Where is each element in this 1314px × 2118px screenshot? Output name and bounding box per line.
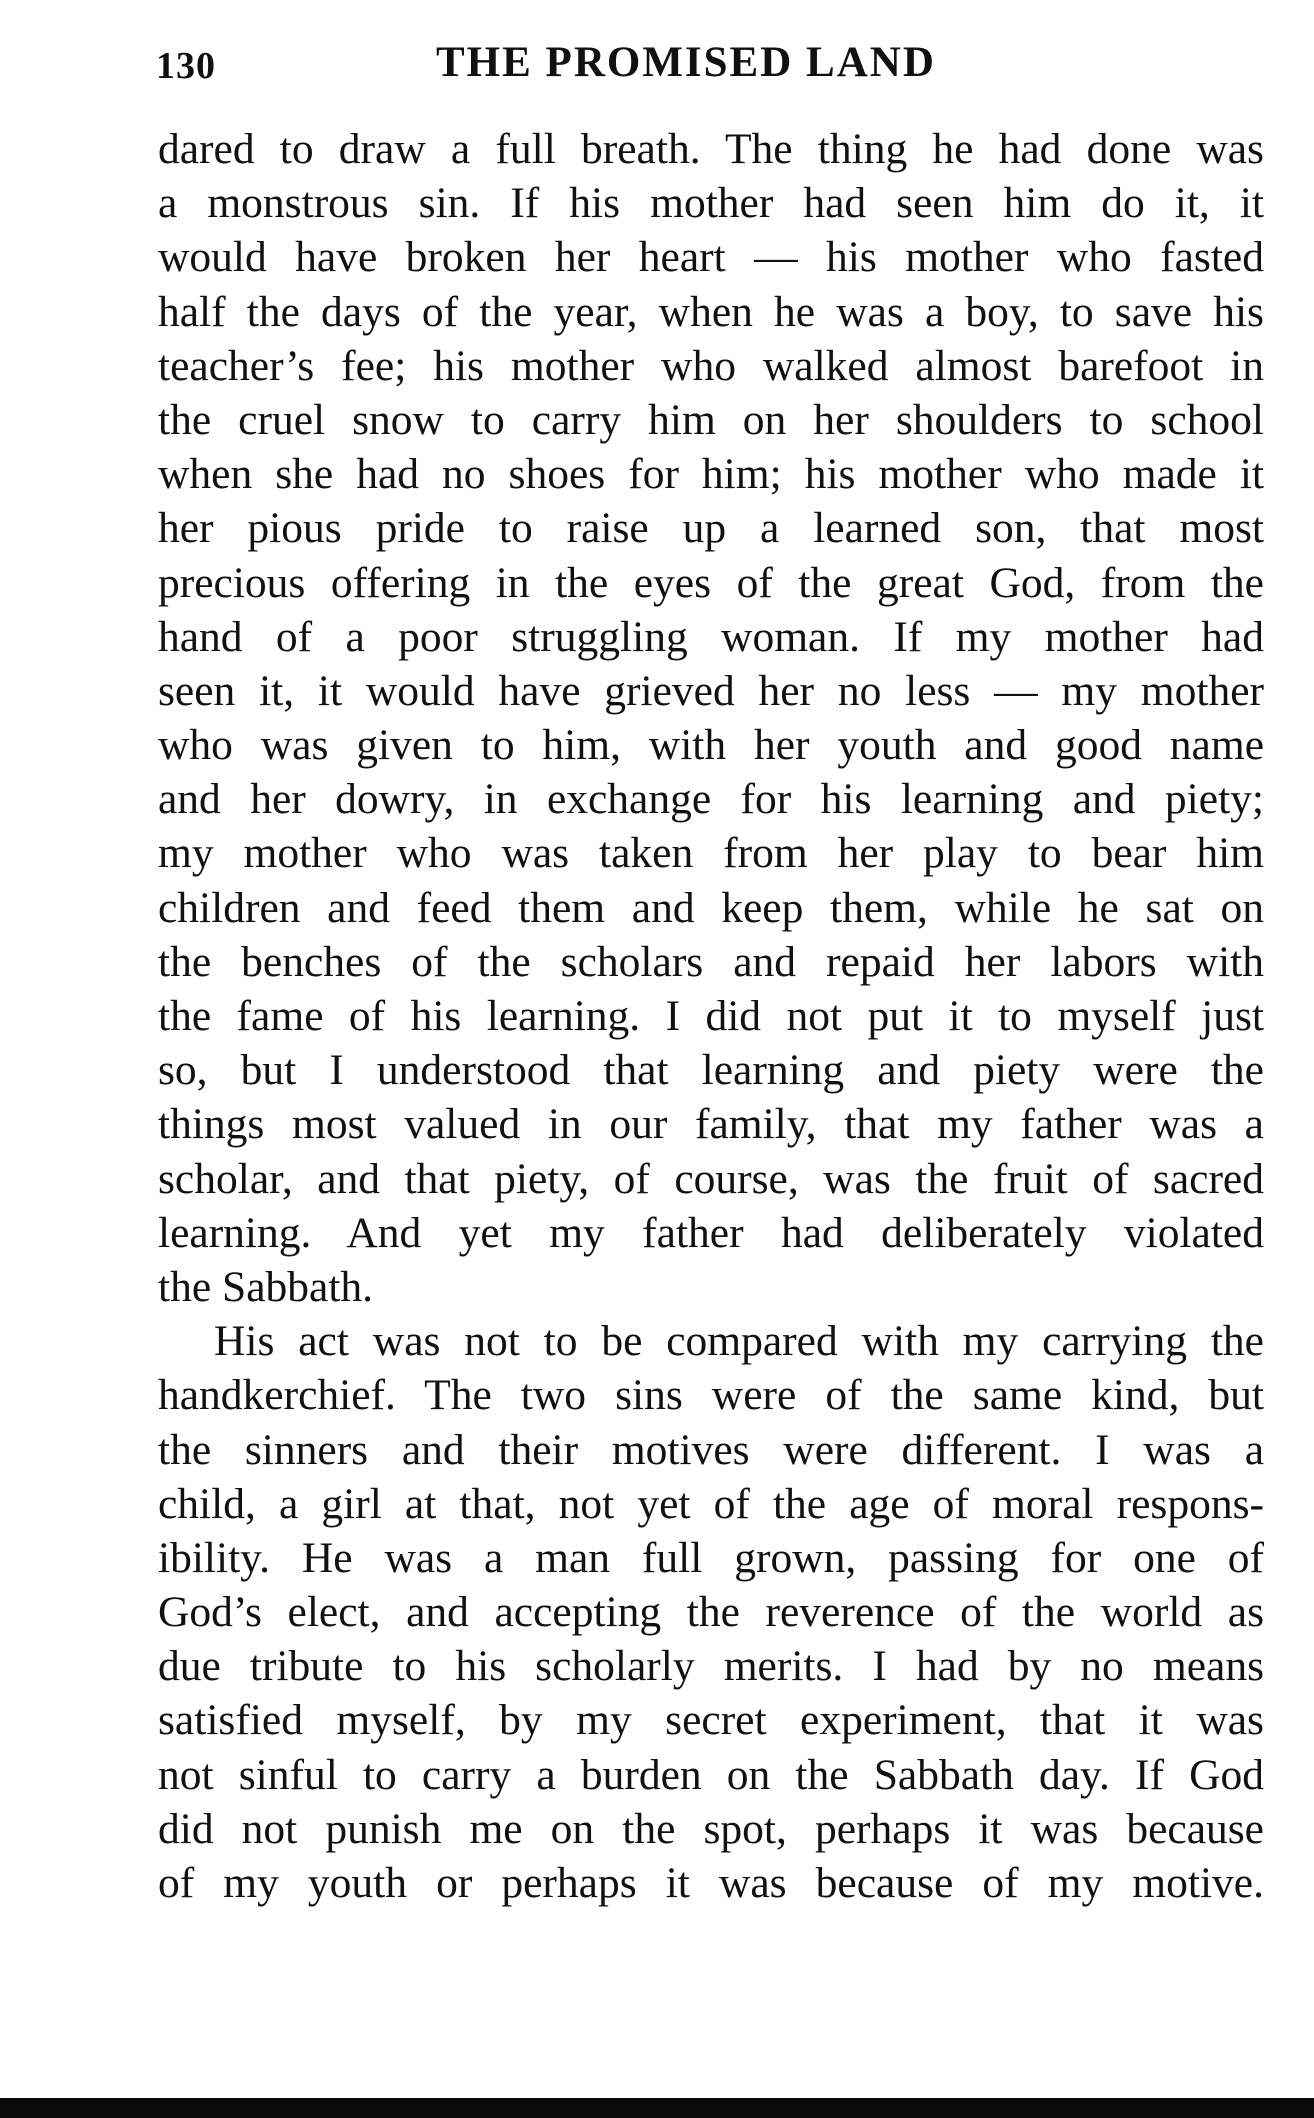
text-line: dared to draw a full breath. The thing he had done was xyxy=(158,125,1264,173)
text-line: would have broken her heart — his mother who fasted xyxy=(158,233,1264,282)
text-line: the fame of his learning. I did not put it to myself just xyxy=(158,992,1264,1040)
text-line: of my youth or perhaps it was because of my motive. xyxy=(158,1859,1264,1907)
text-line: ibility. He was a man full grown, passing for one of xyxy=(158,1533,1264,1582)
text-line: His act was not to be compared with my carrying the xyxy=(214,1317,1264,1366)
text-line: the benches of the scholars and repaid her labors with xyxy=(158,937,1264,986)
scan-bottom-edge xyxy=(0,2098,1314,2118)
paragraph xyxy=(158,1314,1264,1910)
text-line: the cruel snow to carry him on her shoulders to school xyxy=(158,395,1264,444)
text-line: when she had no shoes for him; his mother who made it xyxy=(158,450,1264,499)
text-line: things most valued in our family, that my father was a xyxy=(158,1100,1264,1149)
text-line: and her dowry, in exchange for his learning and piety; xyxy=(158,775,1264,824)
running-head xyxy=(156,38,1266,96)
text-line: not sinful to carry a burden on the Sabbath day. If God xyxy=(158,1750,1264,1799)
text-line: satisfied myself, by my secret experiment, that it was xyxy=(158,1696,1264,1745)
text-line: so, but I understood that learning and piety were the xyxy=(158,1046,1264,1095)
text-line: handkerchief. The two sins were of the same kind, but xyxy=(158,1371,1264,1420)
text-line: child, a girl at that, not yet of the age of moral respons- xyxy=(158,1479,1264,1528)
paragraph xyxy=(158,122,1264,1314)
text-line: seen it, it would have grieved her no less — my mother xyxy=(158,666,1264,715)
text-line: her pious pride to raise up a learned son, that most xyxy=(158,504,1264,553)
text-line: my mother who was taken from her play to bear him xyxy=(158,829,1264,878)
text-line: scholar, and that piety, of course, was the fruit of sacred xyxy=(158,1154,1264,1203)
text-line: due tribute to his scholarly merits. I had by no means xyxy=(158,1642,1264,1691)
text-line: God’s elect, and accepting the reverence of the world as xyxy=(158,1588,1264,1637)
text-line: hand of a poor struggling woman. If my mother had xyxy=(158,612,1264,661)
text-line: the sinners and their motives were different. I was a xyxy=(158,1425,1264,1474)
text-line: half the days of the year, when he was a boy, to save his xyxy=(158,287,1264,336)
text-line: children and feed them and keep them, while he sat on xyxy=(158,883,1264,932)
text-line: learning. And yet my father had deliberately violated xyxy=(158,1208,1264,1257)
text-line: teacher’s fee; his mother who walked almost barefoot in xyxy=(158,341,1264,390)
text-line: the Sabbath. xyxy=(158,1262,374,1311)
text-line: precious offering in the eyes of the great God, from the xyxy=(158,558,1264,607)
text-line: who was given to him, with her youth and good name xyxy=(158,721,1264,770)
text-line: a monstrous sin. If his mother had seen him do it, it xyxy=(158,179,1264,228)
page-number: 130 xyxy=(156,45,216,87)
body-text xyxy=(158,122,1264,1910)
running-title: THE PROMISED LAND xyxy=(436,39,936,86)
text-line: did not punish me on the spot, perhaps it was because xyxy=(158,1804,1264,1853)
